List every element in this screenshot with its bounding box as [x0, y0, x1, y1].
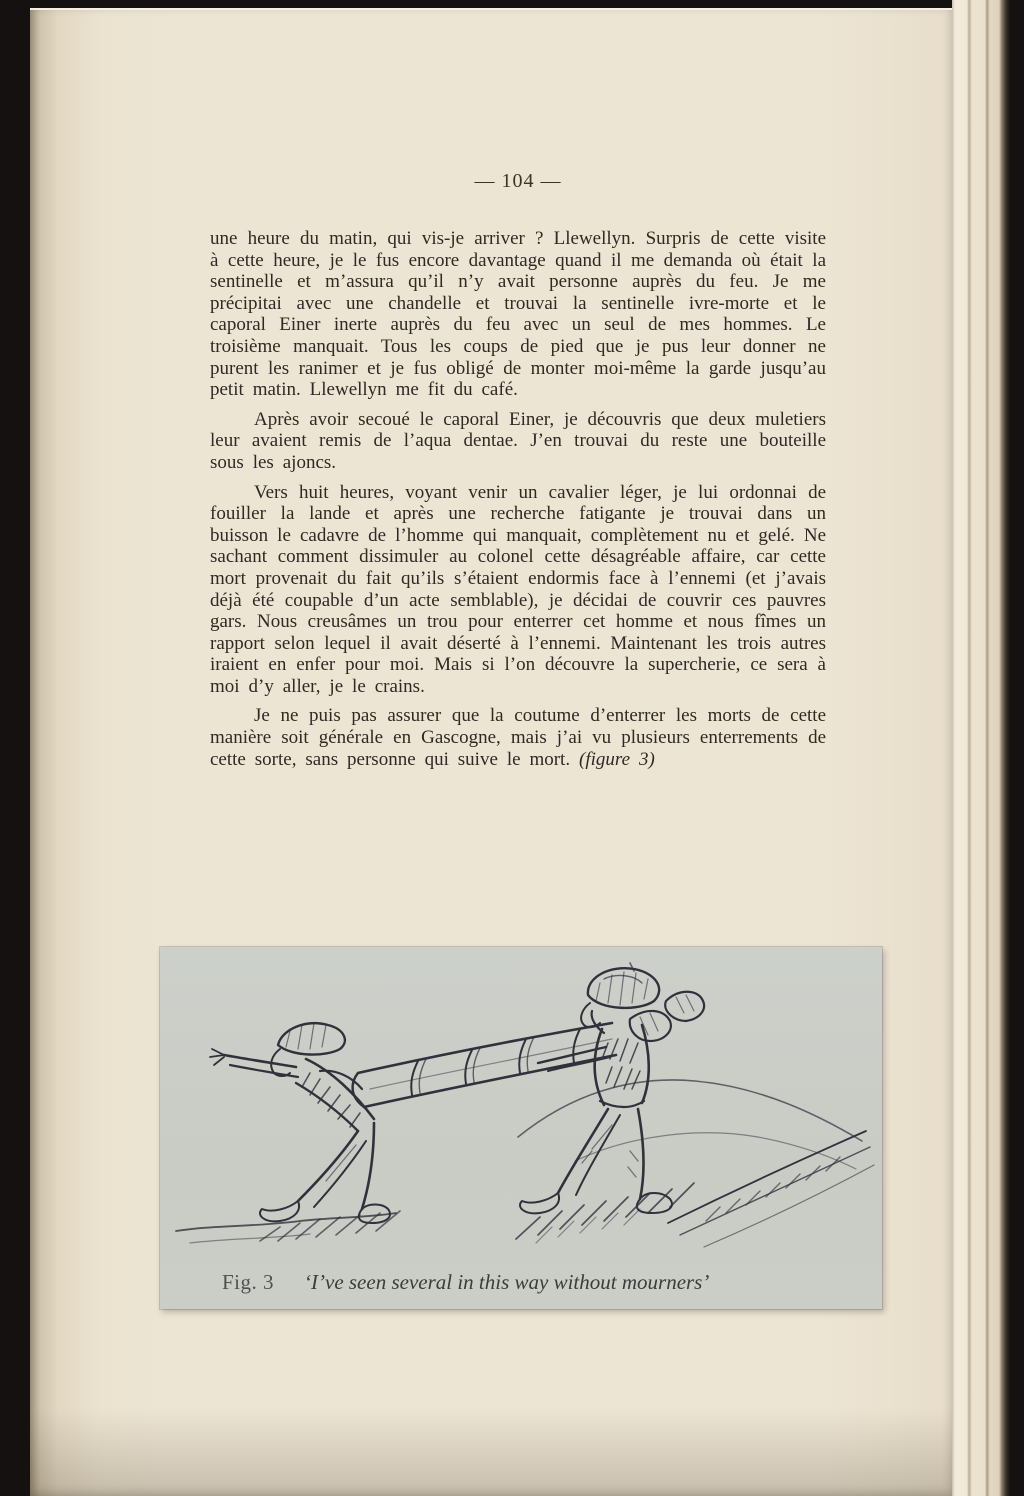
book-page — [30, 8, 952, 1496]
page-stack-edge — [952, 0, 1014, 1496]
paragraph-text: Je ne puis pas assurer que la coutume d’enterrer les morts de cette manière soit générale en Gascogne, mais j’ai vu plusieurs enterrements de cette sorte, sans personne qui suive le mort. — [210, 705, 826, 770]
paragraph: Après avoir secoué le caporal Einer, je découvris que deux muletiers leur avaient remis de l’aqua dentae. J’en trouvai du reste une bouteille sous les ajoncs. — [210, 408, 826, 473]
text-block — [210, 228, 826, 778]
figure-reference: (figure 3) — [579, 748, 655, 770]
paragraph — [210, 705, 826, 770]
paragraph: une heure du matin, qui vis-je arriver ? Llewellyn. Surpris de cette visite à cette heure, je le fus encore davantage quand il me demanda où était la sentinelle et m’assura qu’il n’y avait personne auprès du feu. Je me précipitai avec une chandelle et trouvai la sentinelle ivre-morte et le caporal Einer inerte auprès du feu avec un seul de mes hommes. Le troisième manquait. Tous les coups de pied que je pus leur donner ne purent les ranimer et je fus obligé de monter moi-même la garde jusqu’au petit matin. Llewellyn me fit du café. — [210, 228, 826, 401]
figure-label: Fig. 3 — [222, 1270, 275, 1294]
page-number: — 104 — — [474, 170, 562, 192]
figure-3 — [160, 947, 882, 1309]
figure-caption-text: ‘I’ve seen several in this way without mourners’ — [304, 1270, 710, 1294]
figure-caption — [222, 1270, 709, 1295]
figure-sketch — [160, 955, 880, 1255]
paragraph: Vers huit heures, voyant venir un cavalier léger, je lui ordonnai de fouiller la lande et après une recherche fatigante je trouvai dans un buisson le cadavre de l’homme qui manquait, complètement nu et gelé. Ne sachant comment dissimuler au colonel cette désagréable affaire, car cette mort provenait du fait qu’ils s’étaient endormis face à l’ennemi (et j’avais déjà été coupable d’un acte semblable), je décidai de couvrir ces pauvres gars. Nous creusâmes un trou pour enterrer cet homme et nous fîmes un rapport selon lequel il avait déserté à l’ennemi. Maintenant les trois autres iraient en enfer pour moi. Mais si l’on découvre la supercherie, ce sera à moi d’y aller, je le crains. — [210, 481, 826, 697]
